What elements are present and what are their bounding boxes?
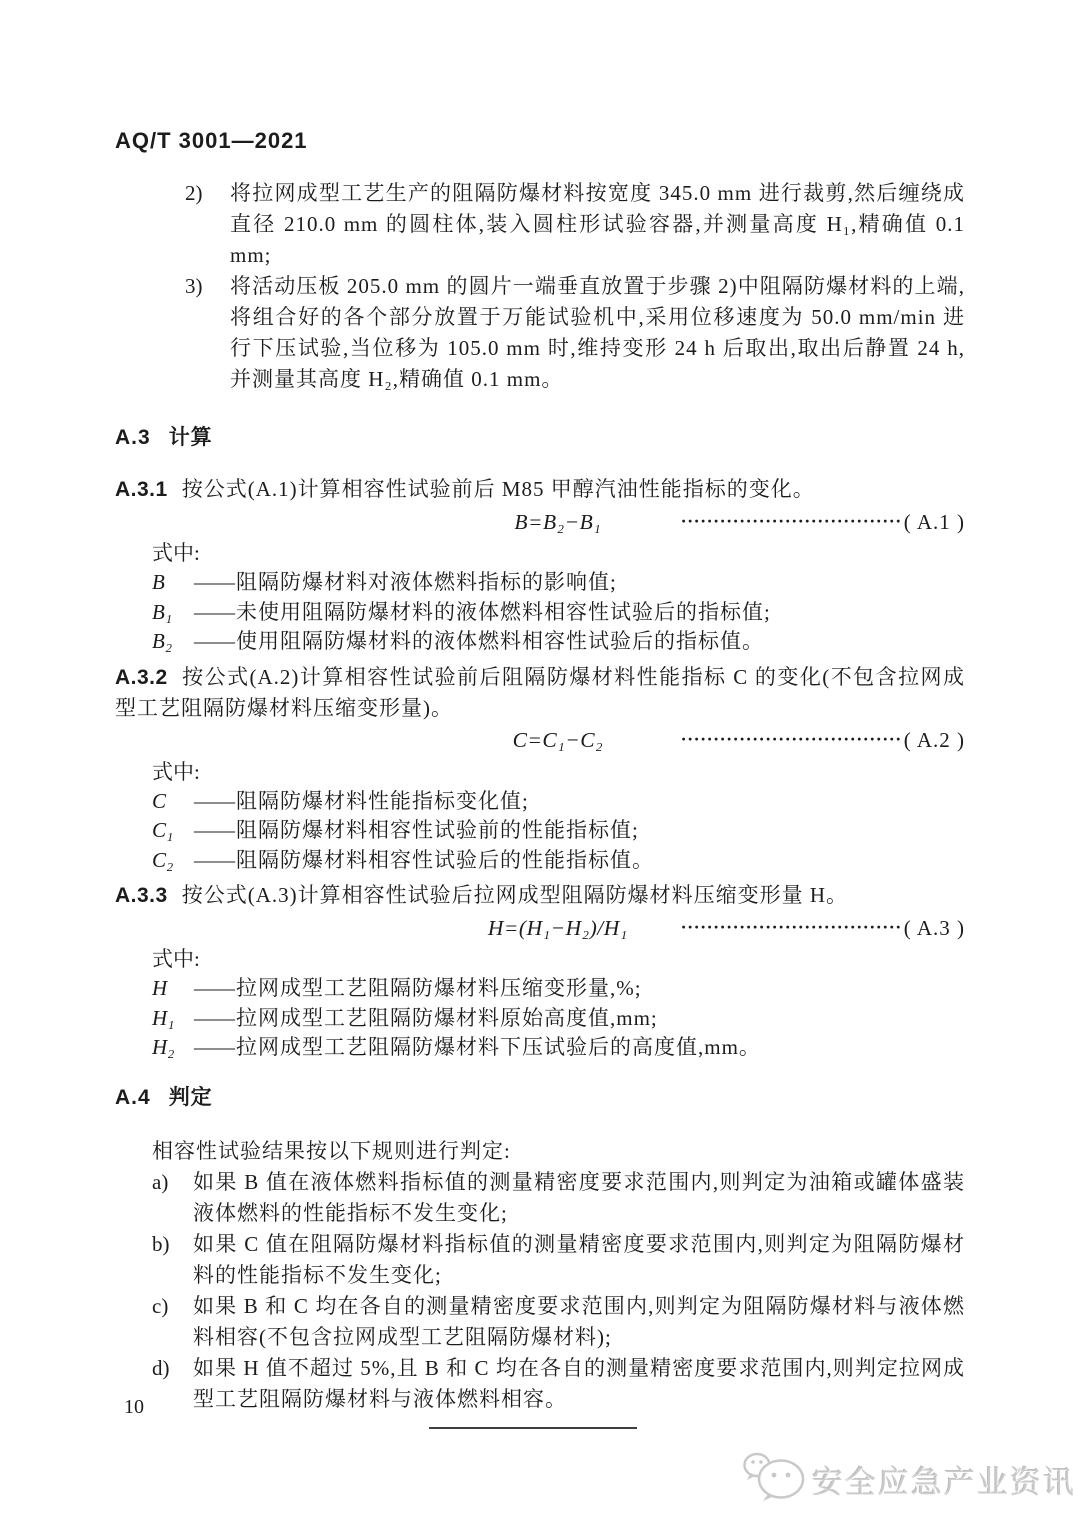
doc-code: AQ/T 3001—2021 <box>115 128 308 153</box>
item-text: 如果 H 值不超过 5%,且 B 和 C 均在各自的测量精密度要求范围内,则判定拉网成型工艺阻隔防爆材料与液体燃料相容。 <box>193 1355 965 1411</box>
def-dash: —— <box>194 570 234 594</box>
section-title: 计算 <box>168 426 213 449</box>
item-label: d) <box>152 1355 170 1380</box>
where-label-a32: 式中: <box>152 759 200 784</box>
def-dash: —— <box>194 788 234 813</box>
leader-dots: ·································· <box>680 729 902 749</box>
end-of-document-divider <box>429 1427 637 1429</box>
symbol-def-row <box>115 974 965 1004</box>
def-desc: 未使用阻隔防爆材料的液体燃料相容性试验后的指标值; <box>236 599 771 624</box>
item-text: 如果 B 值在液体燃料指标值的测量精密度要求范围内,则判定为油箱或罐体盛装液体燃料的性能指标不发生变化; <box>193 1169 965 1225</box>
def-dash: —— <box>194 976 234 1000</box>
def-symbol: H <box>152 976 168 1000</box>
symbol-def-row <box>115 627 965 657</box>
def-desc: 拉网成型工艺阻隔防爆材料下压试验后的高度值,mm。 <box>236 1035 761 1059</box>
equation-number-a2: ( A.2 ) <box>903 728 965 752</box>
def-symbol: C₂ <box>152 847 174 872</box>
def-symbol: C₁ <box>152 818 174 842</box>
item-label: b) <box>152 1231 170 1256</box>
equation-number-a1: ( A.1 ) <box>903 509 965 534</box>
judgement-item-c <box>115 1291 965 1353</box>
step-text: 将拉网成型工艺生产的阻隔防爆材料按宽度 345.0 mm 进行裁剪,然后缠绕成直径 210.0 mm 的圆柱体,装入圆柱形试验容器,并测量高度 H₁,精确值 0.1 mm; <box>230 181 965 267</box>
symbol-def-row <box>115 787 965 817</box>
formula-a1: B=B₂−B₁ <box>514 509 602 534</box>
item-label: c) <box>152 1293 169 1318</box>
section-heading-judgement <box>115 1081 965 1111</box>
def-symbol: H₂ <box>152 1035 175 1059</box>
symbol-def-row <box>115 846 965 876</box>
clause-a31 <box>115 474 965 505</box>
clause-number: A.3.1 <box>115 478 168 501</box>
leader-dots: ·································· <box>680 916 902 937</box>
def-symbol: B₂ <box>152 629 173 653</box>
def-desc: 阻隔防爆材料对液体燃料指标的影响值; <box>236 570 617 594</box>
step-text: 将活动压板 205.0 mm 的圆片一端垂直放置于步骤 2)中阻隔防爆材料的上端,将组合好的各个部分放置于万能试验机中,采用位移速度为 50.0 mm/min 进行下压试验,当位移为 105.0 mm 时,维持变形 24 h 后取出,取出后静置 24 h,并测量其高度 H₂,精确值 0.1 mm。 <box>230 274 965 391</box>
def-desc: 使用阻隔防爆材料的液体燃料相容性试验后的指标值。 <box>236 629 764 653</box>
def-dash: —— <box>194 1005 234 1030</box>
def-symbol: C <box>152 788 167 813</box>
section-number: A.3 <box>115 426 151 449</box>
formula-row-a2 <box>115 726 965 756</box>
def-desc: 阻隔防爆材料相容性试验前的性能指标值; <box>236 818 639 842</box>
item-text: 如果 C 值在阻隔防爆材料指标值的测量精密度要求范围内,则判定为阻隔防爆材料的性能指标不发生变化; <box>193 1231 965 1287</box>
clause-a33 <box>115 880 965 911</box>
step-label: 3) <box>185 274 203 298</box>
page-number: 10 <box>124 1396 144 1418</box>
section-number: A.4 <box>115 1085 151 1109</box>
def-desc: 拉网成型工艺阻隔防爆材料原始高度值,mm; <box>236 1005 658 1030</box>
def-desc: 拉网成型工艺阻隔防爆材料压缩变形量,%; <box>236 976 642 1000</box>
clause-number: A.3.3 <box>115 884 168 907</box>
symbol-def-row <box>115 598 965 628</box>
clause-a32 <box>115 662 965 724</box>
watermark <box>742 1450 1076 1509</box>
symbol-def-row <box>115 1033 965 1063</box>
procedure-steps <box>115 178 965 395</box>
judgement-item-d <box>115 1353 965 1415</box>
symbol-def-row <box>115 816 965 846</box>
leader-dots: ·································· <box>680 510 902 531</box>
clause-text: 按公式(A.3)计算相容性试验后拉网成型阻隔防爆材料压缩变形量 H。 <box>181 883 849 907</box>
formula-a3: H=(H₁−H₂)/H₁ <box>487 915 628 940</box>
watermark-text: 安全应急产业资讯 <box>812 1465 1076 1500</box>
def-desc: 阻隔防爆材料相容性试验后的性能指标值。 <box>236 847 654 872</box>
formula-row-a1 <box>115 507 965 537</box>
where-label-a33: 式中: <box>152 947 200 971</box>
formula-row-a3 <box>115 913 965 943</box>
procedure-step-2 <box>115 178 965 271</box>
def-symbol: H₁ <box>152 1005 175 1030</box>
item-text: 如果 B 和 C 均在各自的测量精密度要求范围内,则判定为阻隔防爆材料与液体燃料相容(不包含拉网成型工艺阻隔防爆材料); <box>193 1293 965 1349</box>
section-title: 判定 <box>168 1085 213 1109</box>
def-dash: —— <box>194 847 234 872</box>
clause-text: 按公式(A.1)计算相容性试验前后 M85 甲醇汽油性能指标的变化。 <box>181 477 815 501</box>
symbol-def-row <box>115 1004 965 1034</box>
judgement-item-b <box>115 1229 965 1291</box>
judgement-item-a <box>115 1167 965 1229</box>
wechat-icon <box>742 1450 806 1509</box>
def-desc: 阻隔防爆材料性能指标变化值; <box>236 788 529 813</box>
procedure-step-3 <box>115 271 965 395</box>
section-heading-calc <box>115 421 965 451</box>
judgement-intro: 相容性试验结果按以下规则进行判定: <box>152 1138 511 1163</box>
def-dash: —— <box>194 1035 234 1059</box>
step-label: 2) <box>185 181 203 205</box>
def-dash: —— <box>194 599 234 624</box>
def-dash: —— <box>194 629 234 653</box>
item-label: a) <box>152 1169 169 1194</box>
def-symbol: B₁ <box>152 599 173 624</box>
where-label-a31: 式中: <box>152 541 200 565</box>
def-dash: —— <box>194 818 234 842</box>
equation-number-a3: ( A.3 ) <box>903 915 965 940</box>
clause-number: A.3.2 <box>115 665 168 689</box>
clause-text: 按公式(A.2)计算相容性试验前后阻隔防爆材料性能指标 C 的变化(不包含拉网成型工艺阻隔防爆材料压缩变形量)。 <box>115 664 965 720</box>
formula-a2: C=C₁−C₂ <box>512 728 604 752</box>
symbol-def-row <box>115 568 965 598</box>
page-content <box>115 128 965 1429</box>
def-symbol: B <box>152 570 165 594</box>
